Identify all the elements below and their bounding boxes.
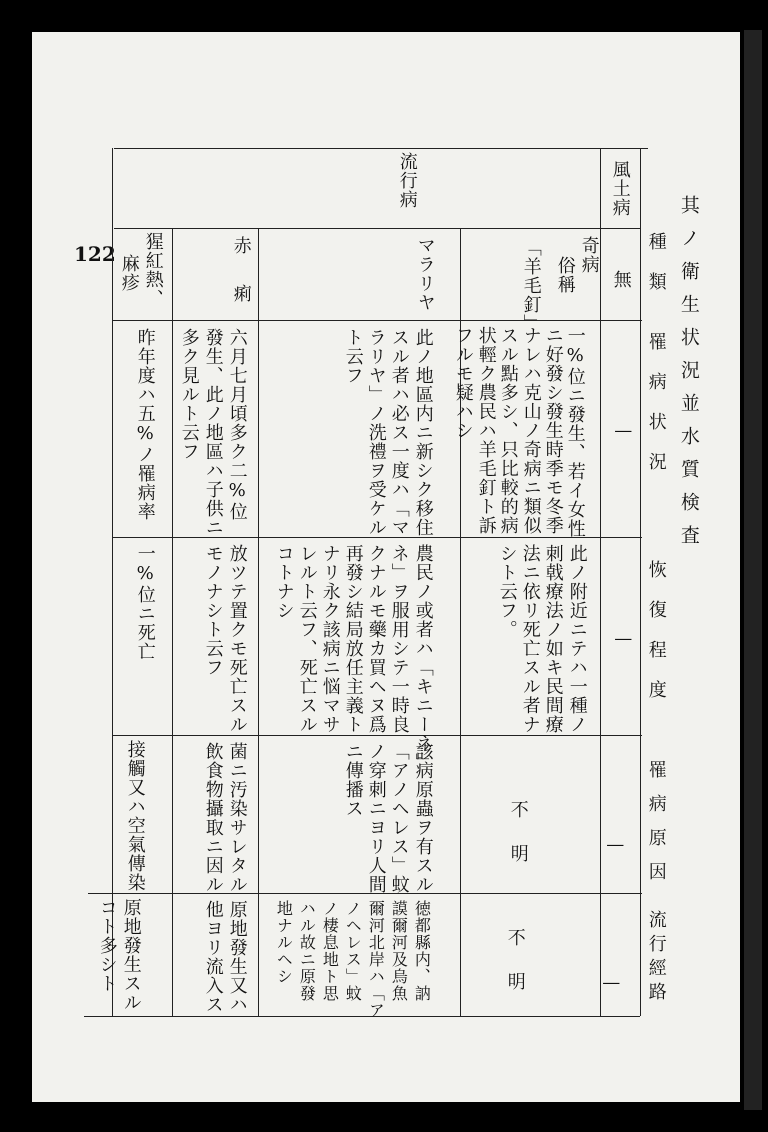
- header-kind: 種類: [645, 232, 667, 312]
- scarlet-route-2: コト多シト: [96, 898, 118, 993]
- strange-popular-name: 「羊毛釘」: [520, 238, 542, 333]
- table-bottom-border: [84, 1016, 640, 1017]
- running-title: 其ノ衛生状況並水質検査: [677, 195, 700, 558]
- dysentery-status-1: 六月七月頃多ク二%位: [226, 328, 248, 521]
- malaria-status-2: スル者ハ必ス一度ハ「マ: [388, 328, 410, 537]
- malaria-treat-7: コトナシ: [273, 544, 295, 620]
- header-cause: 罹病原因: [645, 760, 667, 896]
- strange-treat-3: 法ニ依リ死亡スル者ナ: [519, 544, 541, 734]
- table-top-border: [114, 148, 648, 149]
- header-subcategory: 流行病: [396, 152, 418, 209]
- strange-route: 不明: [504, 928, 526, 1016]
- malaria-treat-2: ネ」ヲ服用シテ一時良: [388, 544, 410, 734]
- header-divider: [114, 228, 640, 229]
- header-route: 流行經路: [645, 910, 667, 1006]
- dysentery-route-1: 原地發生又ハ: [226, 900, 248, 1014]
- header-category: 風土病: [609, 160, 631, 217]
- kind-divider: [112, 320, 642, 321]
- header-recovery: 恢復程度: [645, 560, 667, 720]
- strange-status-6: フルモ疑ハシ: [452, 326, 474, 440]
- malaria-treat-5: ナリ永ク該病ニ悩マサ: [319, 544, 341, 734]
- page-gutter: [744, 30, 762, 1110]
- scarlet-status: 昨年度ハ五%ノ罹病率: [134, 328, 156, 521]
- scarlet-name: 猩紅熱、: [142, 232, 164, 308]
- malaria-treat-3: クナルモ藥カ買ヘヌ爲: [365, 544, 387, 734]
- dysentery-cause-1: 菌ニ汚染サレタル: [226, 742, 248, 894]
- dysentery-status-2: 發生、此ノ地區ハ子供ニ: [202, 328, 224, 537]
- measles-name: 麻疹: [118, 254, 140, 292]
- header-status: 罹病状況: [645, 332, 667, 492]
- malaria-route-2: 謨爾河及烏魚: [389, 900, 409, 1002]
- scarlet-cause: 接觸又ハ空氣傳染: [124, 740, 146, 892]
- malaria-route-1: 徳都縣内、訥: [412, 900, 432, 1002]
- strange-status-2: ニ好發シ發生時季モ冬季: [542, 326, 564, 535]
- malaria-cause-1: 該病原蟲ヲ有スル: [412, 742, 434, 894]
- dysentery-treat-2: モノナシト云フ: [202, 544, 224, 677]
- malaria-cause-3: ノ穿刺ニヨリ人間: [365, 742, 387, 894]
- malaria-name: マラリヤ: [414, 236, 436, 312]
- malaria-status-3: ラリヤ」ノ洗禮ヲ受ケル: [365, 328, 387, 537]
- dysentery-status-3: 多ク見ルト云フ: [178, 328, 200, 461]
- recovery-divider: [112, 735, 642, 736]
- scarlet-treat: 一%位ニ死亡: [134, 544, 156, 661]
- page-number: 122: [74, 242, 116, 266]
- dysentery-column-line: [172, 228, 173, 1016]
- malaria-status-1: 此ノ地區内ニ新シク移住: [412, 328, 434, 537]
- strange-treat-1: 此ノ附近ニテハ一種ノ: [566, 544, 588, 734]
- endemic-present: 無: [610, 270, 632, 289]
- dysentery-route-2: 他ヨリ流入ス: [202, 900, 224, 1014]
- strange-treat-2: 刺戟療法ノ如キ民間療: [542, 544, 564, 734]
- malaria-route-6: ハル故ニ原發: [297, 900, 317, 1002]
- malaria-cause-4: ニ傳播ス: [342, 742, 364, 818]
- malaria-status-4: ト云フ: [342, 328, 364, 385]
- malaria-route-4: ノヘレス」蚊: [343, 900, 363, 1002]
- malaria-treat-4: 再發シ結局放任主義ト: [342, 544, 364, 734]
- dysentery-cause-2: 飲食物攝取ニ因ル: [202, 742, 224, 894]
- dysentery-treat-1: 放ツテ置クモ死亡スル: [226, 544, 248, 734]
- malaria-column-line: [258, 228, 259, 1016]
- status-divider: [112, 537, 642, 538]
- malaria-treat-1: 農民ノ或者ハ「キニーネ」: [412, 544, 434, 772]
- endemic-status: —: [612, 420, 634, 442]
- endemic-cause: —: [604, 834, 626, 856]
- endemic-recovery: —: [612, 628, 634, 650]
- strange-status-1: 一%位ニ發生、若イ女性: [564, 326, 586, 538]
- malaria-treat-6: レルト云フ、死亡スル: [296, 544, 318, 734]
- dysentery-name: 赤痢: [230, 236, 252, 332]
- strange-status-5: 状輕ク農民ハ羊毛釘ト訴: [475, 326, 497, 535]
- strange-status-4: スル點多シ、只比較的病: [497, 326, 519, 535]
- scarlet-route-1: 原地發生スル: [120, 898, 142, 1012]
- malaria-route-7: 地ナルヘシ: [274, 900, 294, 985]
- malaria-route-5: ノ棲息地ト思: [320, 900, 340, 1002]
- strange-name: 奇病: [578, 236, 600, 274]
- strange-popular-label: 俗稱: [554, 256, 576, 294]
- strange-cause: 不明: [507, 800, 529, 888]
- malaria-cause-2: 「アノヘレス」蚊: [388, 742, 410, 894]
- endemic-route: —: [600, 972, 622, 994]
- table-left-border: [112, 148, 113, 1016]
- malaria-route-3: 爾河北岸ハ「ア: [366, 900, 386, 1019]
- strange-treat-4: シト云フ。: [496, 544, 518, 639]
- table-right-border: [640, 148, 641, 1016]
- endemic-column-line: [600, 148, 601, 1016]
- strange-status-3: ナレハ克山ノ奇病ニ類似: [520, 326, 542, 535]
